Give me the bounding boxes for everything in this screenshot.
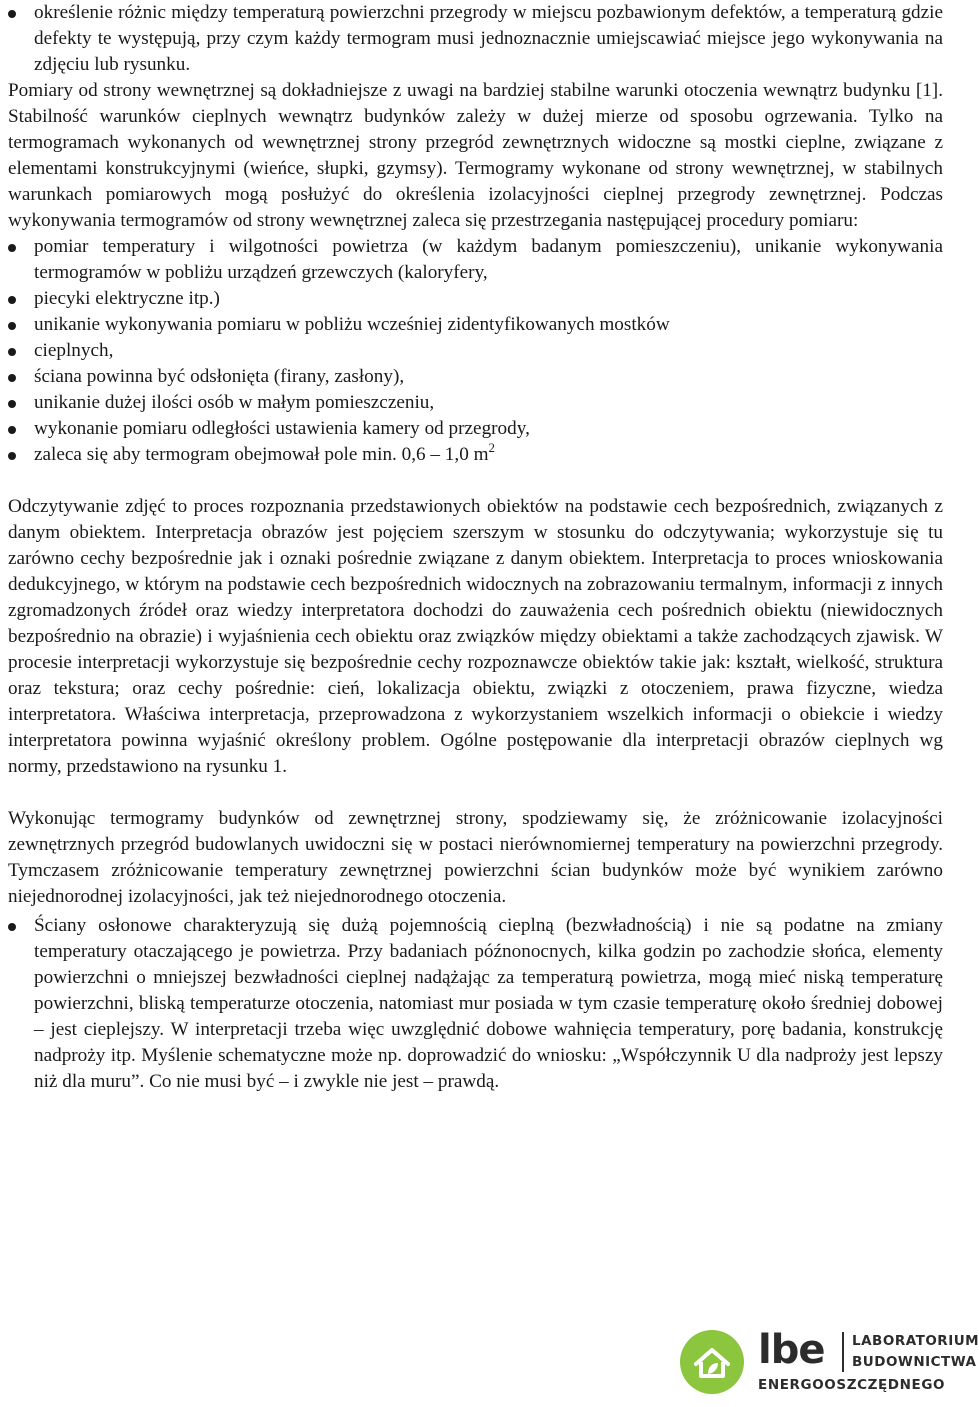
paragraph-internal-measurements: Pomiary od strony wewnętrznej są dokładniejsze z uwagi na bardziej stabilne warunki otoczenia wewnątrz budynku [1]. Stabilność warunków cieplnych wewnątrz budynków zależy w dużej mierze od sposobu ogrzewania. Tylko na termogramach wykonanych od wewnętrznej strony przegród zewnętrznych widoczne są mostki cieplne, związane z elementami konstrukcyjnymi (wieńce, słupki, gzymsy). Termogramy wykonane od strony wewnętrznej, w stabilnych warunkach pomiarowych mogą posłużyć do określenia izolacyjności cieplnej przegrody zewnętrznej. Podczas wykonywania termogramów od strony wewnętrznej zaleca się przestrzegania następującej procedury pomiaru: — [8, 80, 943, 231]
paragraph-external-thermograms: Wykonując termogramy budynków od zewnętrznej strony, spodziewamy się, że zróżnicowanie izolacyjności zewnętrznych przegród budowlanych uwidoczni się w postaci nierównomiernej temperatury na powierzchni przegrody. Tymczasem zróżnicowanie temperatury zewnętrznej powierzchni ścian budynków może być wynikiem zarówno niejednorodnej izolacyjności, jak też niejednorodnego otoczenia. — [8, 808, 943, 907]
list-item: pomiar temperatury i wilgotności powietrza (w każdym badanym pomieszczeniu), unikanie wykonywania termogramów w pobliżu urządzeń grzewczych (kaloryfery, — [8, 234, 943, 286]
document-page — [8, 0, 943, 1095]
list-item: piecyki elektryczne itp.) — [8, 286, 943, 312]
list-item: określenie różnic między temperaturą powierzchni przegrody w miejscu pozbawionym defektów, a temperaturą gdzie defekty te występują, przy czym każdy termogram musi jednoznacznie umiejscawiać miejsce jego wykonywania na zdjęciu lub rysunku. — [8, 0, 943, 78]
list-item — [8, 442, 943, 468]
superscript-exponent: 2 — [488, 440, 496, 455]
house-leaf-icon — [680, 1330, 744, 1394]
list-item: wykonanie pomiaru odległości ustawienia kamery od przegrody, — [8, 416, 943, 442]
logo-line-3: ENERGOOSZCZĘDNEGO — [758, 1377, 946, 1393]
logo-divider — [842, 1332, 844, 1372]
lbe-logo — [680, 1324, 979, 1400]
procedure-bullet-list — [8, 234, 943, 468]
paragraph-interpretation: Odczytywanie zdjęć to proces rozpoznania przedstawionych obiektów na podstawie cech bezpośrednich, związanych z danym obiektem. Interpretacja obrazów jest pojęciem szerszym w stosunku do odczytywania; wykorzystuje się tu zarówno cechy bezpośrednie jak i oznaki pośrednie związane z danym obiektem. Interpretacja to proces wnioskowania dedukcyjnego, w którym na podstawie cech bezpośrednich widocznych na zobrazowaniu termalnym, informacji z innych zgromadzonych źródeł oraz wiedzy interpretatora dochodzi do zauważenia cech pośrednich obiektu (niewidocznych bezpośrednio na obrazie) i wyjaśnienia cech obiektu oraz związków między obiektami a także zachodzących zjawisk. W procesie interpretacji wykorzystuje się bezpośrednie cechy rozpoznawcze obiektów takie jak: kształt, wielkość, struktura oraz tekstura; oraz cechy pośrednie: cień, lokalizacja obiektu, związki z otoczeniem, prawa fizyczne, wiedza interpretatora. Właściwa interpretacja, przeprowadzona z wykorzystaniem wszelkich informacji o obiekcie i wiedzy interpretatora powinna wyjaśnić określony problem. Ogólne postępowanie dla interpretacji obrazów cieplnych wg normy, przedstawiono na rysunku 1. — [8, 496, 943, 777]
list-item: unikanie wykonywania pomiaru w pobliżu wcześniej zidentyfikowanych mostków — [8, 312, 943, 338]
list-item: unikanie dużej ilości osób w małym pomieszczeniu, — [8, 390, 943, 416]
intro-bullet-list — [8, 0, 943, 78]
logo-line-1: LABORATORIUM — [852, 1333, 979, 1349]
logo-line-2: BUDOWNICTWA — [852, 1354, 977, 1370]
last-bullet-text: zaleca się aby termogram obejmował pole min. 0,6 – 1,0 m — [34, 444, 489, 465]
final-bullet-list — [8, 913, 943, 1095]
logo-mark-text: lbe — [758, 1327, 825, 1373]
list-item: cieplnych, — [8, 338, 943, 364]
list-item: Ściany osłonowe charakteryzują się dużą pojemnością cieplną (bezwładnością) i nie są podatne na zmiany temperatury otaczającego je powietrza. Przy badaniach późnonocnych, kilka godzin po zachodzie słońca, elementy powierzchni o mniejszej bezwładności cieplnej nadążając za temperaturą powietrza, mogą mieć niską temperaturę powierzchni, bliską temperaturze otoczenia, natomiast mur posiada w tym czasie temperaturę około średniej dobowej – jest cieplejszy. W interpretacji trzeba więc uwzględnić dobowe wahnięcia temperatury, porę badania, konstrukcję nadproży itp. Myślenie schematyczne może np. doprowadzić do wniosku: „Współczynnik U dla nadproży jest lepszy niż dla muru”. Co nie musi być – i zwykle nie jest – prawdą. — [8, 913, 943, 1095]
list-item: ściana powinna być odsłonięta (firany, zasłony), — [8, 364, 943, 390]
